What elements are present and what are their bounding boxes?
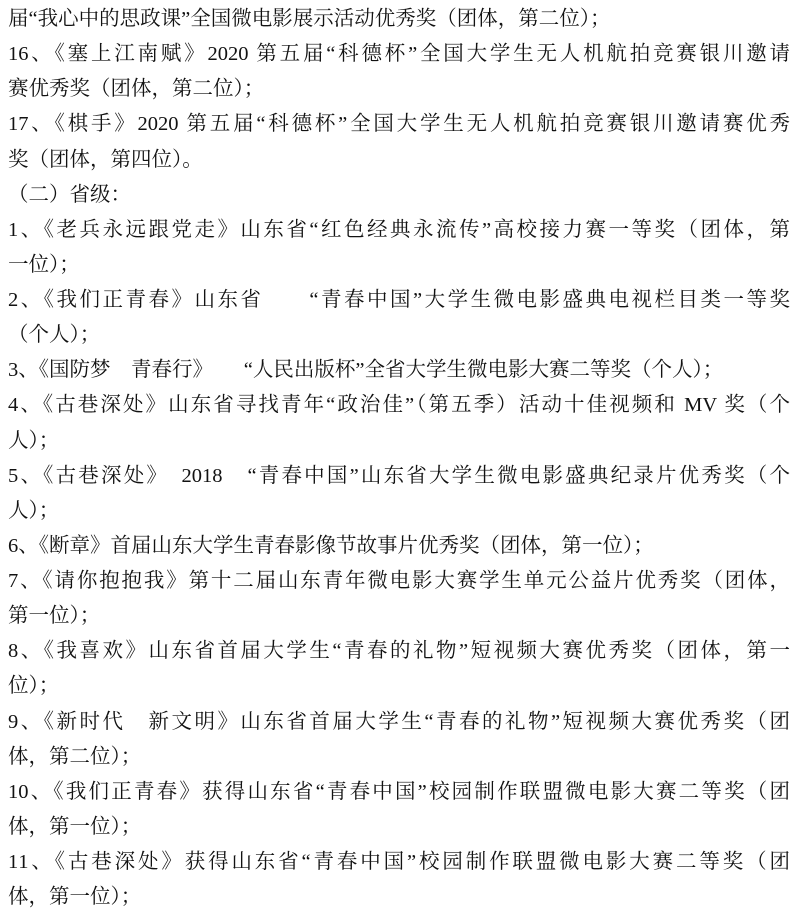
text-line-7: 1、《老兵永远跟党走》山东省“红色经典永流传”高校接力赛一等奖（团体，第 [8,218,790,241]
text-line-10: （个人）； [8,324,101,347]
text-line-8: 一位）； [8,253,80,276]
text-line-26: 体，第一位）； [8,886,142,909]
text-line-3: 赛优秀奖（团体，第二位）； [8,78,265,101]
text-line-23: 10、《我们正青春》获得山东省“青春中国”校园制作联盟微电影大赛二等奖（团 [8,780,790,803]
text-line-11: 3、《国防梦 青春行》 “人民出版杯”全省大学生微电影大赛二等奖（个人）； [8,359,724,382]
text-line-15: 人）； [8,499,60,522]
text-line-4: 17、《棋手》2020 第五届“科德杯”全国大学生无人机航拍竞赛银川邀请赛优秀 [8,113,790,136]
text-line-18: 第一位）； [8,605,101,628]
text-line-25: 11、《古巷深处》获得山东省“青春中国”校园制作联盟微电影大赛二等奖（团 [8,851,790,873]
text-line-5: 奖（团体，第四位）。 [8,148,203,171]
text-line-12: 4、《古巷深处》山东省寻找青年“政治佳”（第五季）活动十佳视频和 MV 奖（个 [8,394,790,417]
text-line-9: 2、《我们正青春》山东省 “青春中国”大学生微电影盛典电视栏目类一等奖 [8,289,790,311]
text-line-2: 16、《塞上江南赋》2020 第五届“科德杯”全国大学生无人机航拍竞赛银川邀请 [8,43,790,66]
text-line-22: 体，第二位）； [8,745,142,768]
text-line-20: 位）； [8,675,60,698]
text-line-24: 体，第一位）； [8,815,142,838]
document-body [8,2,790,915]
text-line-14: 5、《古巷深处》 2018 “青春中国”山东省大学生微电影盛典纪录片优秀奖（个 [8,464,790,487]
text-line-16: 6、《断章》首届山东大学生青春影像节故事片优秀奖（团体，第一位）； [8,534,654,557]
text-line-13: 人）； [8,429,60,452]
text-line-6: （二）省级： [8,183,131,206]
text-line-19: 8、《我喜欢》山东省首届大学生“青春的礼物”短视频大赛优秀奖（团体，第一 [8,640,790,663]
text-line-17: 7、《请你抱抱我》第十二届山东青年微电影大赛学生单元公益片优秀奖（团体， [8,570,790,592]
text-line-21: 9、《新时代 新文明》山东省首届大学生“青春的礼物”短视频大赛优秀奖（团 [8,710,790,733]
text-line-1: 届“我心中的思政课”全国微电影展示活动优秀奖（团体，第二位）； [8,8,611,30]
